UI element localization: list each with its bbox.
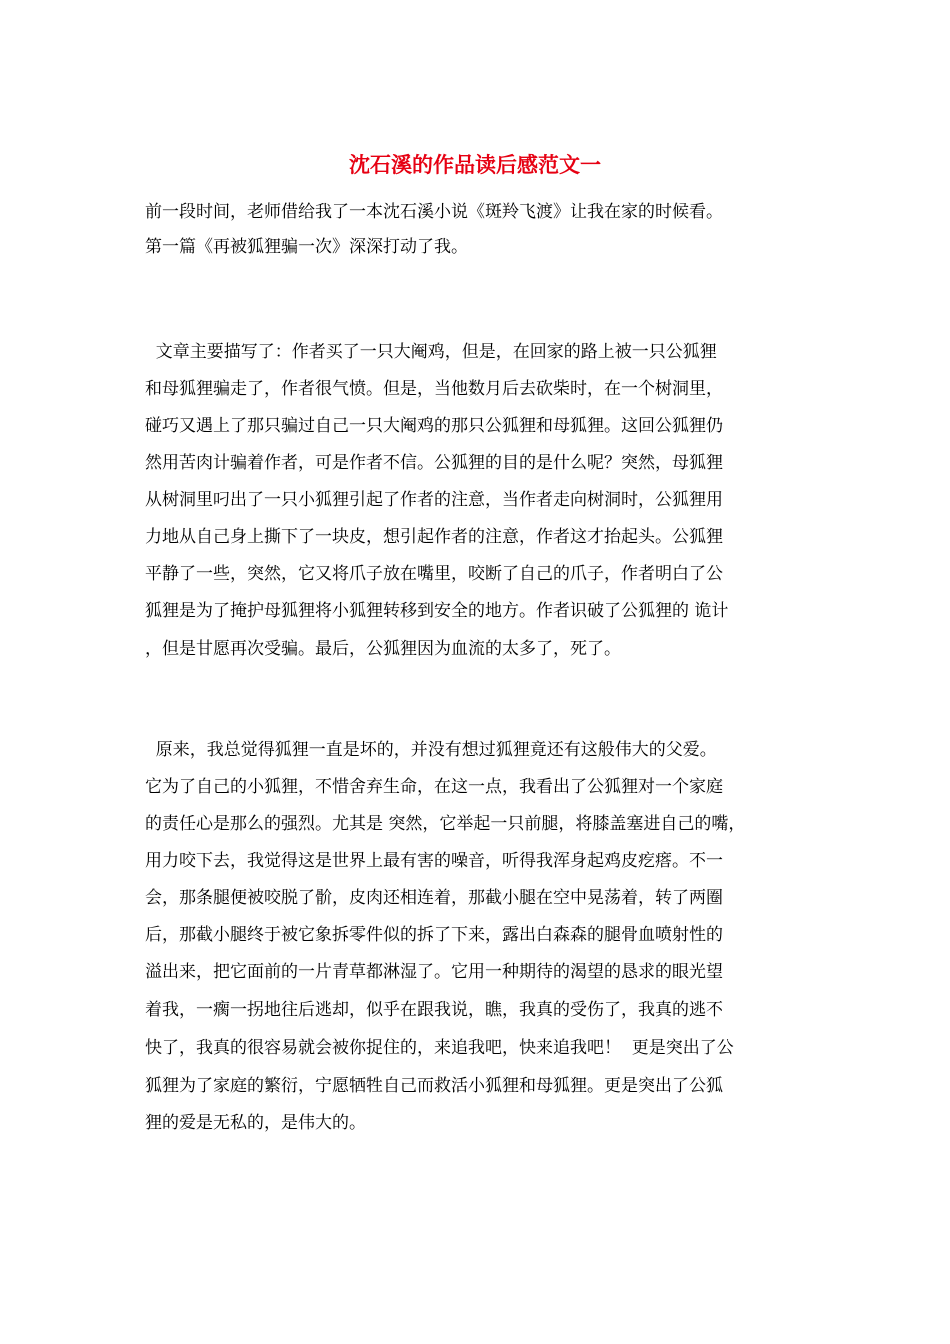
text-line: ，但是甘愿再次受骗。最后，公狐狸因为血流的太多了，死了。 (145, 639, 621, 659)
text-line: 着我，一瘸一拐地往后逃却，似乎在跟我说，瞧，我真的受伤了，我真的逃不 (145, 1000, 723, 1020)
text-line: 狸的爱是无私的，是伟大的。 (145, 1113, 366, 1133)
text-line: 第一篇《再被狐狸骗一次》深深打动了我。 (145, 237, 468, 257)
text-line: 后，那截小腿终于被它象拆零件似的拆了下来，露出白森森的腿骨血喷射性的 (145, 925, 723, 945)
text-line: 溢出来，把它面前的一片青草都淋湿了。它用一种期待的渴望的恳求的眼光望 (145, 962, 723, 982)
text-line: 碰巧又遇上了那只骗过自己一只大阉鸡的那只公狐狸和母狐狸。这回公狐狸仍 (145, 416, 723, 436)
text-line: 的责任心是那么的强烈。尤其是 突然，它举起一只前腿，将膝盖塞进自己的嘴， (145, 814, 746, 834)
text-line: 会，那条腿便被咬脱了骱，皮肉还相连着，那截小腿在空中晃荡着，转了两圈 (145, 888, 723, 908)
text-line: 原来，我总觉得狐狸一直是坏的，并没有想过狐狸竟还有这般伟大的父爱。 (145, 740, 717, 760)
text-line: 和母狐狸骗走了，作者很气愤。但是，当他数月后去砍柴时，在一个树洞里， (145, 379, 723, 399)
text-line: 力地从自己身上撕下了一块皮，想引起作者的注意，作者这才抬起头。公狐狸 (145, 527, 723, 547)
document-title: 沈石溪的作品读后感范文一 (349, 152, 601, 177)
text-line: 平静了一些，突然，它又将爪子放在嘴里，咬断了自己的爪子，作者明白了公 (145, 564, 723, 584)
text-line: 狐狸是为了掩护母狐狸将小狐狸转移到安全的地方。作者识破了公狐狸的 诡计 (145, 601, 729, 621)
text-line: 从树洞里叼出了一只小狐狸引起了作者的注意，当作者走向树洞时，公狐狸用 (145, 490, 723, 510)
text-line: 然用苦肉计骗着作者，可是作者不信。公狐狸的目的是什么呢？突然，母狐狸 (145, 453, 723, 473)
text-line: 快了，我真的很容易就会被你捉住的，来追我吧，快来追我吧！ 更是突出了公 (145, 1038, 734, 1058)
text-line: 用力咬下去，我觉得这是世界上最有害的噪音，听得我浑身起鸡皮疙瘩。不一 (145, 851, 723, 871)
text-line: 文章主要描写了：作者买了一只大阉鸡，但是，在回家的路上被一只公狐狸 (145, 342, 717, 362)
text-line: 狐狸为了家庭的繁衍，宁愿牺牲自己而救活小狐狸和母狐狸。更是突出了公狐 (145, 1076, 723, 1096)
text-line: 前一段时间，老师借给我了一本沈石溪小说《斑羚飞渡》让我在家的时候看。 (145, 202, 723, 222)
text-line: 它为了自己的小狐狸，不惜舍弃生命，在这一点，我看出了公狐狸对一个家庭 (145, 777, 723, 797)
